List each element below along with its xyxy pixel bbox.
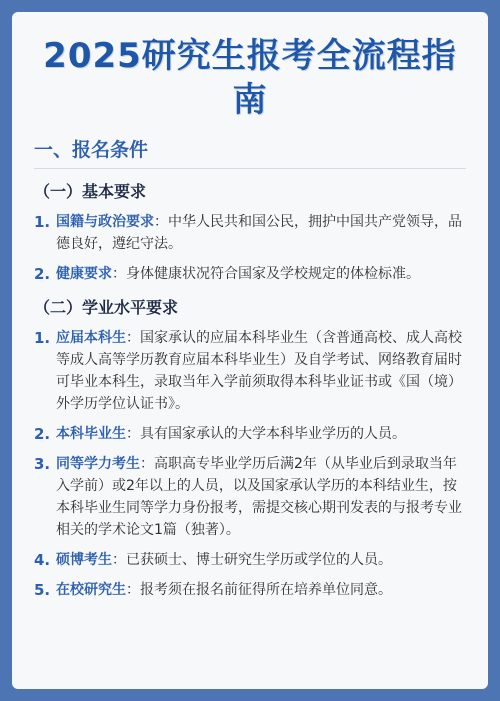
item-text: 国家承认的应届本科毕业生（含普通高校、成人高校等成人高等学历教育应届本科毕业生）及自学考试、网络教育届时可毕业本科生，录取当年入学前须取得本科毕业证书或《国（境）外学历学位认证书》。 (56, 330, 462, 412)
item-label: 硕博考生 (56, 552, 112, 568)
item-label: 本科毕业生 (56, 426, 126, 442)
item-number: 2. (34, 265, 51, 283)
item-text: 报考须在报名前征得所在培养单位同意。 (140, 582, 392, 598)
list-item (34, 327, 466, 415)
item-text: 高职高专毕业学历后满2年（从毕业后到录取当年入学前）或2年以上的人员，以及国家承认学历的本科结业生，按本科毕业生同等学力身份报考，需提交核心期刊发表的与报考专业相关的学术论文1篇（独著）。 (56, 456, 462, 538)
list-item (34, 579, 466, 601)
item-text: 具有国家承认的大学本科毕业学历的人员。 (140, 426, 406, 442)
list-item (34, 549, 466, 571)
item-separator: ： (112, 552, 126, 568)
item-number: 2. (34, 425, 51, 443)
subsection-title-academic: （二）学业水平要求 (34, 298, 179, 317)
item-separator: ： (112, 266, 126, 282)
item-separator: ： (154, 214, 168, 230)
item-text: 中华人民共和国公民，拥护中国共产党领导，品德良好，遵纪守法。 (56, 214, 462, 252)
item-number: 1. (34, 213, 51, 231)
list-item (34, 423, 466, 445)
page-title: 2025研究生报考全流程指南 (43, 36, 457, 120)
item-text: 已获硕士、博士研究生学历或学位的人员。 (126, 552, 392, 568)
list-item (34, 263, 466, 285)
basic-requirements-list (34, 211, 466, 285)
item-separator: ： (126, 330, 140, 346)
item-text: 身体健康状况符合国家及学校规定的体检标准。 (126, 266, 420, 282)
item-number: 1. (34, 329, 51, 347)
item-label: 国籍与政治要求 (56, 214, 154, 230)
section-title-eligibility: 一、报名条件 (34, 139, 149, 161)
item-separator: ： (126, 426, 140, 442)
item-number: 4. (34, 551, 51, 569)
list-item (34, 453, 466, 541)
guide-card (12, 12, 488, 689)
item-separator: ： (140, 456, 154, 472)
item-number: 5. (34, 581, 51, 599)
subsection-title-basic: （一）基本要求 (34, 182, 147, 201)
academic-requirements-list (34, 327, 466, 601)
item-number: 3. (34, 455, 51, 473)
item-label: 健康要求 (56, 266, 112, 282)
list-item (34, 211, 466, 255)
item-label: 应届本科生 (56, 330, 126, 346)
item-label: 在校研究生 (56, 582, 126, 598)
item-label: 同等学力考生 (56, 456, 140, 472)
item-separator: ： (126, 582, 140, 598)
section-divider (34, 168, 466, 169)
